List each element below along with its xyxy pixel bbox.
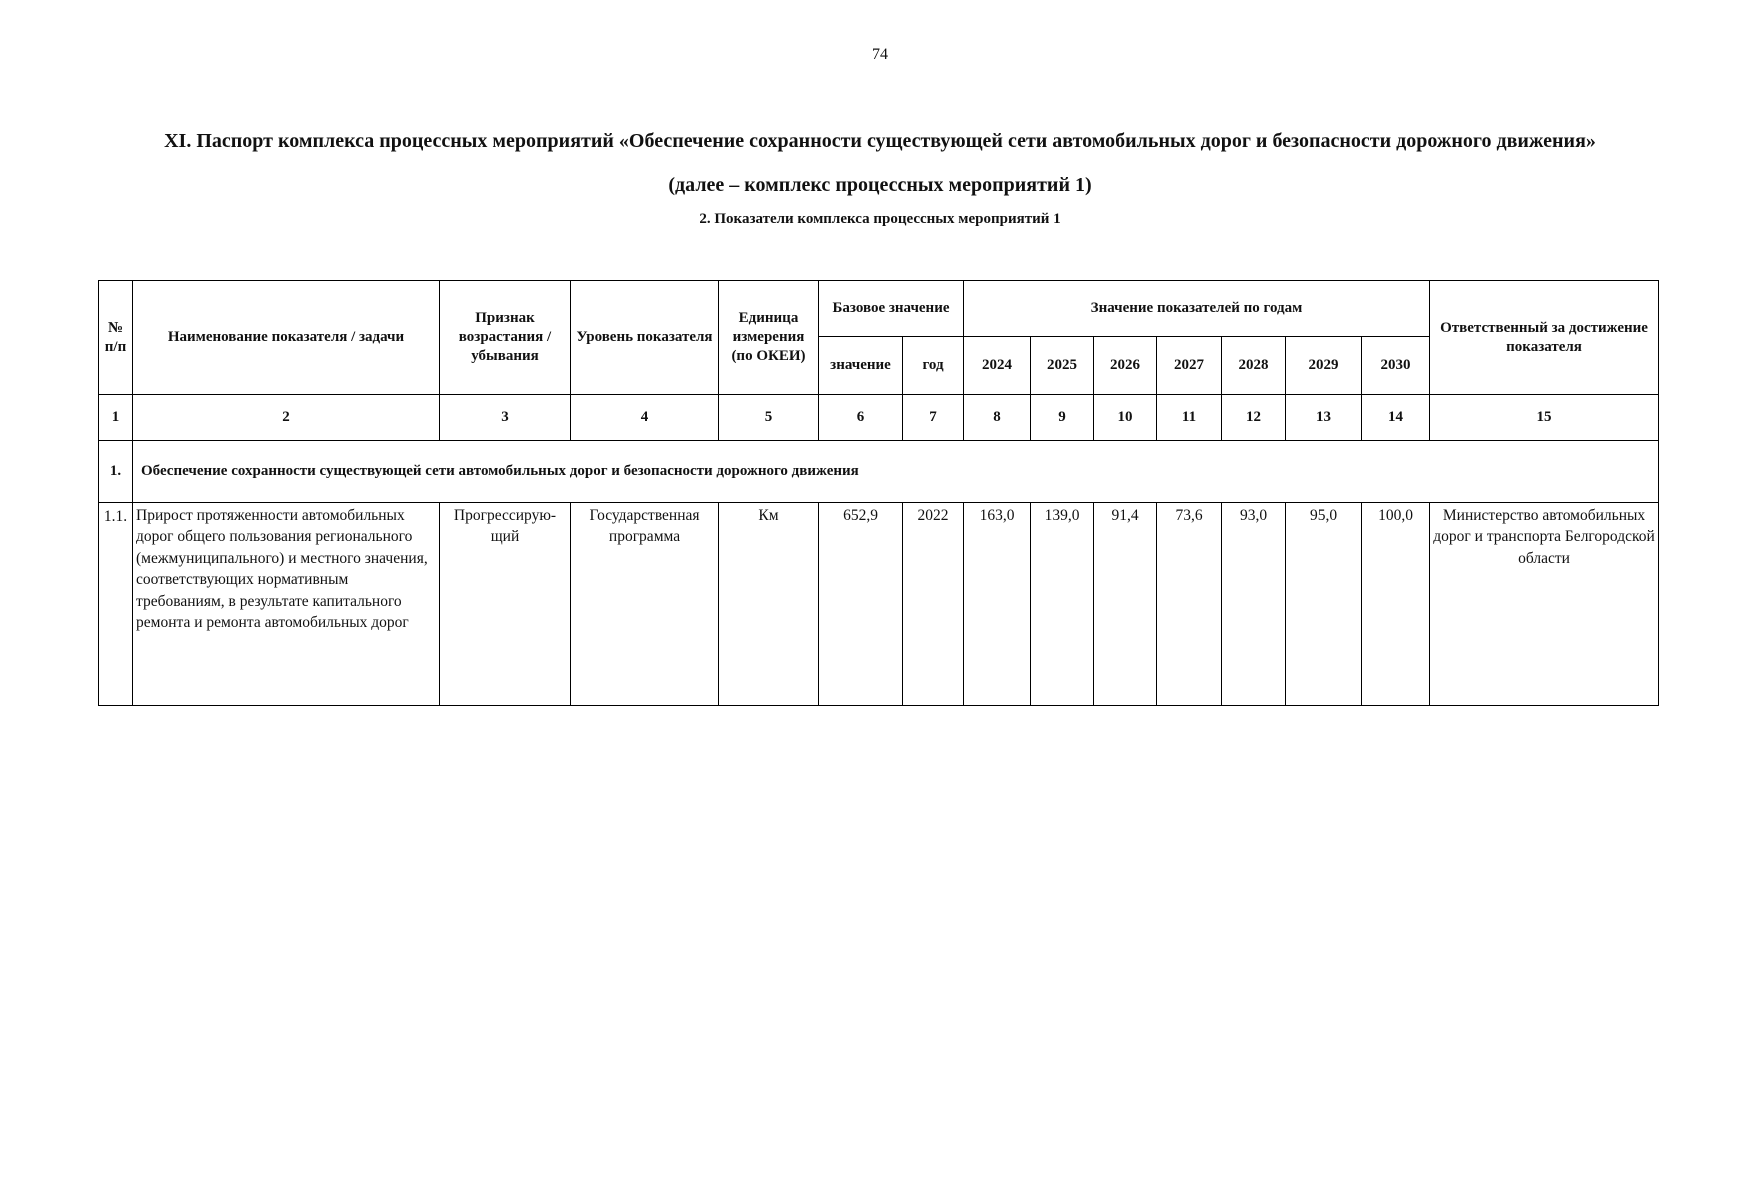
header-responsible: Ответственный за достижение показателя xyxy=(1430,281,1659,395)
column-number: 15 xyxy=(1430,395,1659,441)
header-name: Наименование показателя / задачи xyxy=(133,281,440,395)
column-number: 10 xyxy=(1094,395,1157,441)
section-number: 1. xyxy=(99,441,133,503)
row-number: 1.1. xyxy=(99,503,133,706)
header-year-2025: 2025 xyxy=(1031,337,1094,395)
header-year-2028: 2028 xyxy=(1222,337,1286,395)
table-row xyxy=(99,503,1659,706)
column-number: 4 xyxy=(571,395,719,441)
column-number: 3 xyxy=(440,395,571,441)
column-number: 9 xyxy=(1031,395,1094,441)
value-2026: 91,4 xyxy=(1094,503,1157,706)
header-year-2027: 2027 xyxy=(1157,337,1222,395)
indicator-sign: Прогрессирую-щий xyxy=(440,503,571,706)
header-base-value: значение xyxy=(819,337,903,395)
column-number: 8 xyxy=(964,395,1031,441)
column-number: 7 xyxy=(903,395,964,441)
document-title: XI. Паспорт комплекса процессных мероприятий «Обеспечение сохранности существующей сети автомобильных дорог и безопасности дорожного движения» xyxy=(164,130,1596,152)
header-num: № п/п xyxy=(99,281,133,395)
indicator-level: Государственная программа xyxy=(571,503,719,706)
column-number: 1 xyxy=(99,395,133,441)
indicators-table xyxy=(98,280,1659,706)
document-subtitle: (далее – комплекс процессных мероприятий 1) xyxy=(668,174,1092,196)
indicator-unit: Км xyxy=(719,503,819,706)
base-year: 2022 xyxy=(903,503,964,706)
header-year-2029: 2029 xyxy=(1286,337,1362,395)
column-numbers-row xyxy=(99,395,1659,441)
column-number: 2 xyxy=(133,395,440,441)
column-number: 13 xyxy=(1286,395,1362,441)
column-number: 5 xyxy=(719,395,819,441)
header-year-2024: 2024 xyxy=(964,337,1031,395)
value-2028: 93,0 xyxy=(1222,503,1286,706)
value-2029: 95,0 xyxy=(1286,503,1362,706)
base-value: 652,9 xyxy=(819,503,903,706)
header-sign: Признак возрастания / убывания xyxy=(440,281,571,395)
section-text: Обеспечение сохранности существующей сети автомобильных дорог и безопасности дорожного движения xyxy=(133,441,1659,503)
header-level: Уровень показателя xyxy=(571,281,719,395)
header-base: Базовое значение xyxy=(819,281,964,337)
value-2027: 73,6 xyxy=(1157,503,1222,706)
section-title: 2. Показатели комплекса процессных мероприятий 1 xyxy=(699,211,1061,227)
value-2030: 100,0 xyxy=(1362,503,1430,706)
column-number: 12 xyxy=(1222,395,1286,441)
header-row-1 xyxy=(99,281,1659,337)
page-number: 74 xyxy=(872,46,888,63)
column-number: 11 xyxy=(1157,395,1222,441)
header-base-year: год xyxy=(903,337,964,395)
value-2025: 139,0 xyxy=(1031,503,1094,706)
column-number: 6 xyxy=(819,395,903,441)
responsible: Министерство автомобильных дорог и транспорта Белгородской области xyxy=(1430,503,1659,706)
header-year-2030: 2030 xyxy=(1362,337,1430,395)
value-2024: 163,0 xyxy=(964,503,1031,706)
header-years-group: Значение показателей по годам xyxy=(964,281,1430,337)
indicator-name: Прирост протяженности автомобильных дорог общего пользования регионального (межмуниципального) и местного значения, соответствующих нормативным требованиям, в результате капитального ремонта и ремонта автомобильных дорог xyxy=(133,503,440,706)
header-unit: Единица измерения (по ОКЕИ) xyxy=(719,281,819,395)
header-year-2026: 2026 xyxy=(1094,337,1157,395)
column-number: 14 xyxy=(1362,395,1430,441)
section-row xyxy=(99,441,1659,503)
